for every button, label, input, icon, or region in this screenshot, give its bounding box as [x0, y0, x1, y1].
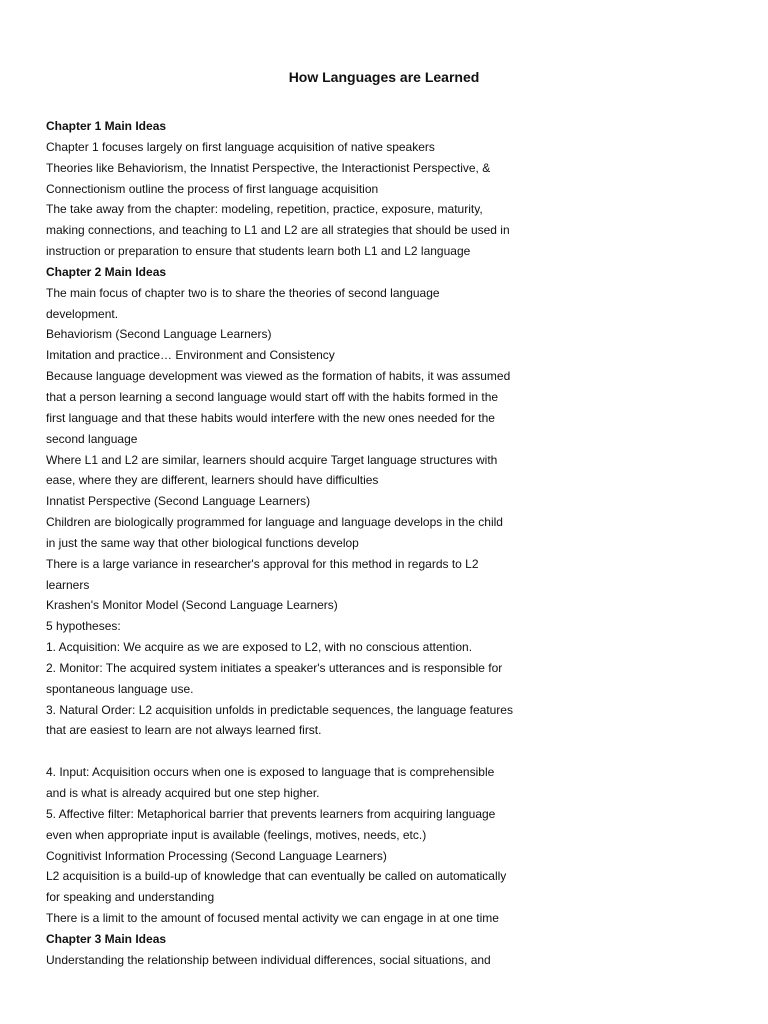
text-line: ease, where they are different, learners should have difficulties: [46, 473, 379, 488]
text-line: 2. Monitor: The acquired system initiates a speaker's utterances and is responsible for: [46, 660, 503, 675]
text-line: Innatist Perspective (Second Language Learners): [46, 494, 311, 509]
document-body: [46, 116, 586, 971]
text-line: Children are biologically programmed for language and language develops in the child: [46, 515, 503, 530]
text-line: Theories like Behaviorism, the Innatist Perspective, the Interactionist Perspective, &: [46, 160, 491, 175]
text-line: second language: [46, 431, 138, 446]
text-line: making connections, and teaching to L1 and L2 are all strategies that should be used in: [46, 223, 510, 238]
text-line: first language and that these habits would interfere with the new ones needed for the: [46, 410, 495, 425]
text-line: The take away from the chapter: modeling, repetition, practice, exposure, maturity,: [46, 202, 483, 217]
text-line: Imitation and practice… Environment and Consistency: [46, 348, 335, 363]
text-line: The main focus of chapter two is to share the theories of second language: [46, 285, 440, 300]
text-line: for speaking and understanding: [46, 890, 215, 905]
text-line: that a person learning a second language would start off with the habits formed in the: [46, 389, 499, 404]
text-line: in just the same way that other biological functions develop: [46, 535, 359, 550]
text-line: Connectionism outline the process of first language acquisition: [46, 181, 379, 196]
section-heading: Chapter 2 Main Ideas: [46, 264, 167, 279]
text-line: 5 hypotheses:: [46, 619, 121, 634]
text-line: instruction or preparation to ensure that students learn both L1 and L2 language: [46, 244, 471, 259]
text-line: 5. Affective filter: Metaphorical barrier that prevents learners from acquiring language: [46, 806, 496, 821]
text-line: learners: [46, 577, 90, 592]
text-line: There is a limit to the amount of focused mental activity we can engage in at one time: [46, 911, 499, 926]
text-line: even when appropriate input is available (feelings, motives, needs, etc.): [46, 827, 427, 842]
text-line: Cognitivist Information Processing (Second Language Learners): [46, 848, 387, 863]
text-line: Understanding the relationship between individual differences, social situations, and: [46, 952, 491, 967]
section-heading: Chapter 1 Main Ideas: [46, 119, 167, 133]
text-line: Chapter 1 focuses largely on first language acquisition of native speakers: [46, 139, 435, 154]
text-line: Because language development was viewed as the formation of habits, it was assumed: [46, 369, 511, 384]
text-line: Behaviorism (Second Language Learners): [46, 327, 272, 342]
text-line: 1. Acquisition: We acquire as we are exposed to L2, with no conscious attention.: [46, 640, 473, 655]
text-line: There is a large variance in researcher's approval for this method in regards to L2: [46, 556, 479, 571]
text-line: 3. Natural Order: L2 acquisition unfolds in predictable sequences, the language features: [46, 702, 513, 717]
text-line: development.: [46, 306, 119, 321]
page-title: How Languages are Learned: [288, 69, 480, 85]
text-line: Krashen's Monitor Model (Second Language Learners): [46, 598, 338, 613]
text-line: and is what is already acquired but one step higher.: [46, 786, 320, 800]
text-line: spontaneous language use.: [46, 681, 194, 696]
text-line: Where L1 and L2 are similar, learners should acquire Target language structures with: [46, 452, 498, 467]
blank-line: [46, 741, 586, 762]
text-line: L2 acquisition is a build-up of knowledge that can eventually be called on automatically: [46, 869, 507, 884]
text-line: 4. Input: Acquisition occurs when one is exposed to language that is comprehensible: [46, 765, 495, 780]
section-heading: Chapter 3 Main Ideas: [46, 931, 167, 946]
text-line: that are easiest to learn are not always learned first.: [46, 723, 322, 738]
